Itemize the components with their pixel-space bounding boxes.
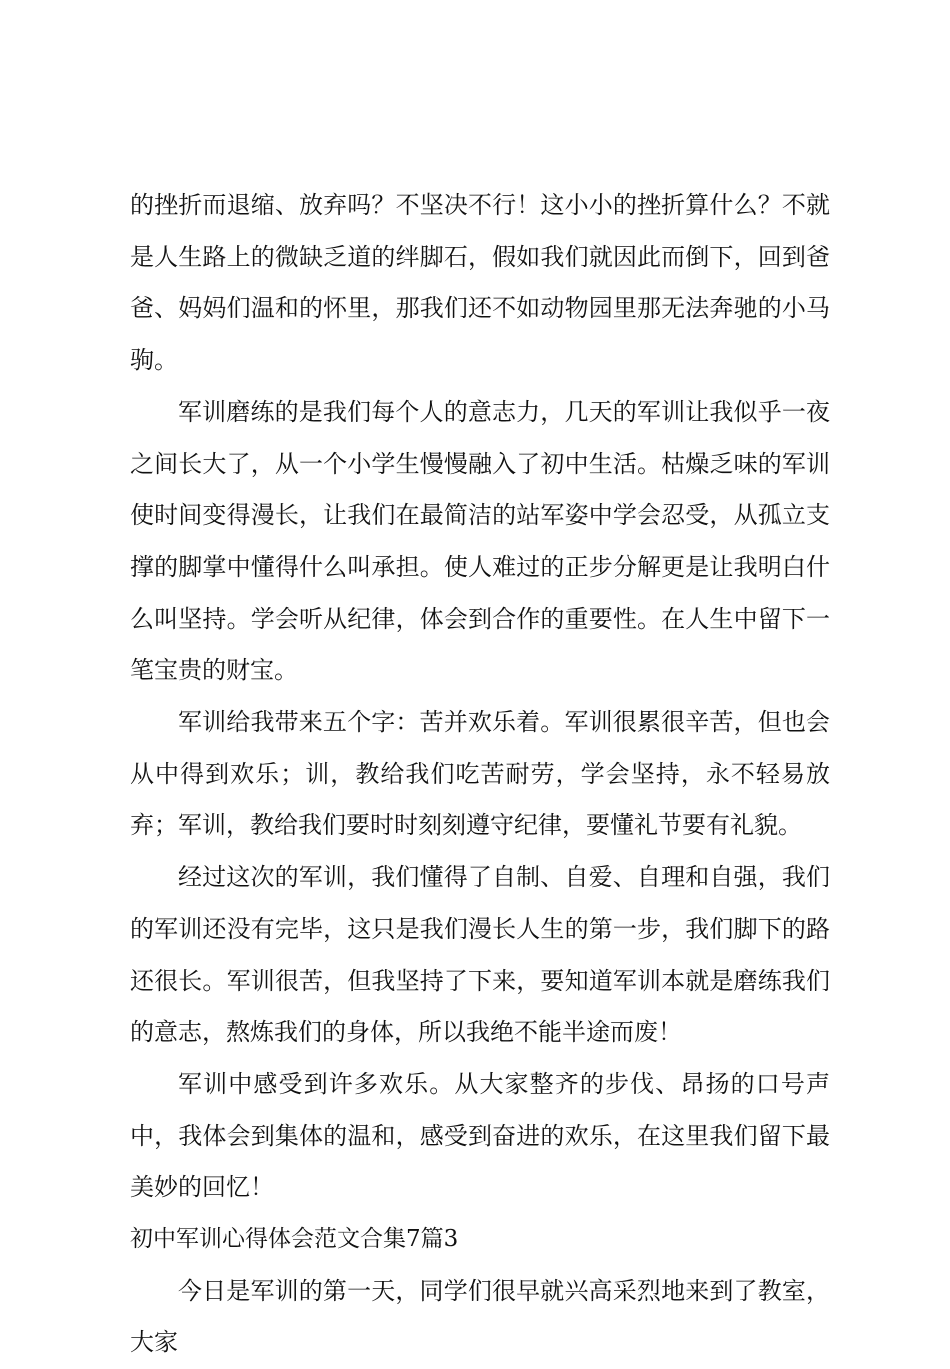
paragraph-joy: 军训中感受到许多欢乐。从大家整齐的步伐、昂扬的口号声中，我体会到集体的温和，感受到奋进的欢乐，在这里我们留下最美妙的回忆！	[130, 1069, 830, 1202]
section-heading: 初中军训心得体会范文合集7篇3	[130, 1226, 459, 1253]
document-body	[130, 180, 830, 1369]
paragraph-willpower: 军训磨练的是我们每个人的意志力，几天的军训让我似乎一夜之间长大了，从一个小学生慢慢融入了初中生活。枯燥乏味的军训使时间变得漫长，让我们在最简洁的站军姿中学会忍受，从孤立支撑的脚掌中懂得什么叫承担。使人难过的正步分解更是让我明白什么叫坚持。学会听从纪律，体会到合作的重要性。在人生中留下一笔宝贵的财宝。	[130, 397, 830, 685]
paragraph-self-discipline: 经过这次的军训，我们懂得了自制、自爱、自理和自强，我们的军训还没有完毕，这只是我们漫长人生的第一步，我们脚下的路还很长。军训很苦，但我坚持了下来，要知道军训本就是磨练我们的意志，熬炼我们的身体，所以我绝不能半途而废！	[130, 863, 830, 1047]
paragraph-five-words: 军训给我带来五个字：苦并欢乐着。军训很累很辛苦，但也会从中得到欢乐；训，教给我们吃苦耐劳，学会坚持，永不轻易放弃；军训，教给我们要时时刻刻遵守纪律，要懂礼节要有礼貌。	[130, 708, 830, 840]
paragraph-first-day: 今日是军训的第一天，同学们很早就兴高采烈地来到了教室，大家	[130, 1276, 830, 1357]
paragraph-continuation: 的挫折而退缩、放弃吗？不坚决不行！这小小的挫折算什么？不就是人生路上的微缺乏道的绊脚石，假如我们就因此而倒下，回到爸爸、妈妈们温和的怀里，那我们还不如动物园里那无法奔驰的小马驹。	[130, 191, 830, 375]
